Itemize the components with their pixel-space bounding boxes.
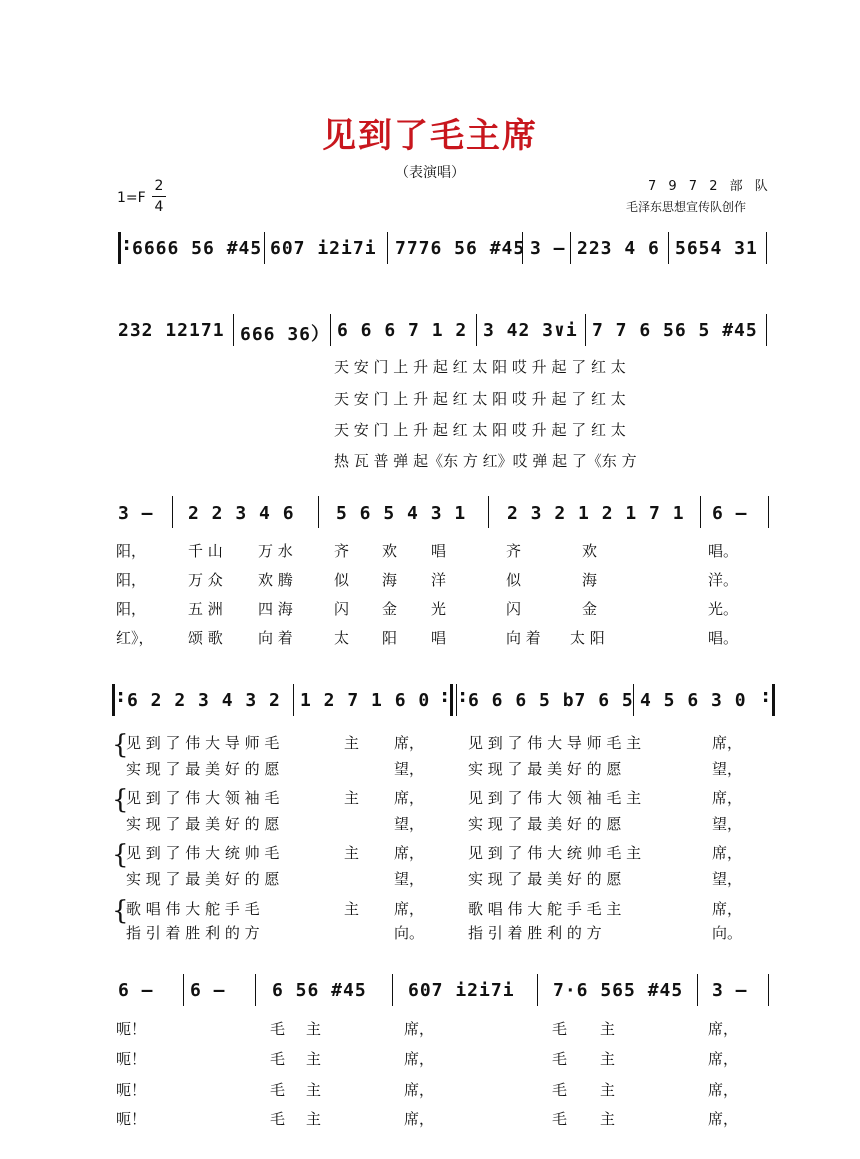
barline <box>293 684 294 716</box>
lyric: 呃！ <box>116 1050 147 1068</box>
lyric: 金 <box>582 600 598 618</box>
lyric: 实 现 了 最 美 好 的 愿 <box>126 815 280 833</box>
lyric: 似 <box>506 571 522 589</box>
lyric: 毛 <box>552 1050 568 1068</box>
repeat-end: : <box>441 686 449 707</box>
notes-segment: 6 – <box>190 980 226 1001</box>
barline <box>766 232 767 264</box>
lyric: 主 <box>600 1020 616 1038</box>
meter-top: 2 <box>152 176 166 197</box>
lyric: 主 <box>344 789 360 807</box>
barline <box>330 314 331 346</box>
lyric: 席， <box>404 1110 435 1128</box>
barline <box>183 974 184 1006</box>
lyric-verse-2: 天 安 门 上 升 起 红 太 阳 哎 升 起 了 红 太 <box>334 390 626 408</box>
repeat-start: : <box>459 686 467 707</box>
lyric: 席， <box>708 1050 739 1068</box>
lyric: 席， <box>394 900 425 918</box>
lyric: 欢 腾 <box>258 571 293 589</box>
lyric: 金 <box>382 600 398 618</box>
lyric: 席， <box>404 1081 435 1099</box>
lyric: 见 到 了 伟 大 导 师 毛 <box>126 734 280 752</box>
lyric: 毛 <box>270 1020 286 1038</box>
lyric-verse-4: 热 瓦 普 弹 起《东 方 红》哎 弹 起 了《东 方 <box>334 452 637 470</box>
notes-segment: 6 – <box>712 503 748 524</box>
lyric: 实 现 了 最 美 好 的 愿 <box>468 815 622 833</box>
notes-segment: 7 7 6 56 5 #45 <box>592 320 758 341</box>
lyric: 主 <box>600 1110 616 1128</box>
barline <box>118 232 121 264</box>
lyric: 太 阳 <box>570 629 605 647</box>
lyric: 席， <box>708 1081 739 1099</box>
barline <box>570 232 571 264</box>
credit-team: 毛泽东思想宣传队创作 <box>626 200 747 214</box>
barline <box>233 314 234 346</box>
lyric-verse-1: 天 安 门 上 升 起 红 太 阳 哎 升 起 了 红 太 <box>334 358 626 376</box>
barline <box>766 314 767 346</box>
lyric: 向 着 <box>506 629 541 647</box>
lyric: 唱。 <box>708 542 739 560</box>
lyric: 实 现 了 最 美 好 的 愿 <box>126 760 280 778</box>
lyric: 歌 唱 伟 大 舵 手 毛 主 <box>468 900 622 918</box>
lyric: 毛 <box>270 1081 286 1099</box>
lyric: 见 到 了 伟 大 统 帅 毛 主 <box>468 844 642 862</box>
lyric: 欢 <box>382 542 398 560</box>
barline <box>488 496 489 528</box>
lyric: 五 洲 <box>188 600 223 618</box>
lyric: 主 <box>600 1081 616 1099</box>
lyric: 似 <box>334 571 350 589</box>
lyric: 主 <box>306 1110 322 1128</box>
lyric: 望， <box>394 760 425 778</box>
lyric: 主 <box>344 900 360 918</box>
lyric: 向。 <box>394 924 425 942</box>
barline <box>318 496 319 528</box>
lyric: 望， <box>712 870 743 888</box>
notes-segment: 3 – <box>530 238 566 259</box>
lyric: 毛 <box>270 1110 286 1128</box>
lyric: 望， <box>712 815 743 833</box>
notes-segment: 2 2 3 4 6 <box>188 503 295 524</box>
lyric: 席， <box>394 844 425 862</box>
barline <box>255 974 256 1006</box>
lyric: 唱。 <box>708 629 739 647</box>
notes-segment: 6 56 #45 <box>272 980 367 1001</box>
notes-segment: 1 2 7 1 6 0 <box>300 690 431 711</box>
barline <box>768 496 769 528</box>
lyric: 千 山 <box>188 542 223 560</box>
lyric: 齐 <box>334 542 350 560</box>
lyric: 席， <box>712 734 743 752</box>
lyric: 席， <box>712 844 743 862</box>
barline <box>668 232 669 264</box>
lyric: 望， <box>712 760 743 778</box>
lyric: 席， <box>394 789 425 807</box>
lyric: 见 到 了 伟 大 导 师 毛 主 <box>468 734 642 752</box>
lyric: 光。 <box>708 600 739 618</box>
lyric: 唱 <box>431 542 447 560</box>
lyric: 太 <box>334 629 350 647</box>
notes-segment: 5 6 5 4 3 1 <box>336 503 467 524</box>
lyric: 主 <box>306 1020 322 1038</box>
lyric: 主 <box>344 844 360 862</box>
lyric: 四 海 <box>258 600 293 618</box>
notes-segment: 232 12171 <box>118 320 225 341</box>
lyric: 席， <box>712 900 743 918</box>
lyric: 实 现 了 最 美 好 的 愿 <box>468 870 622 888</box>
lyric: 毛 <box>270 1050 286 1068</box>
lyric: 指 引 着 胜 利 的 方 <box>126 924 260 942</box>
barline <box>387 232 388 264</box>
verse-brace: { <box>112 730 129 760</box>
lyric: 闪 <box>506 600 522 618</box>
lyric: 望， <box>394 870 425 888</box>
lyric: 呃！ <box>116 1110 147 1128</box>
lyric: 实 现 了 最 美 好 的 愿 <box>126 870 280 888</box>
meter-bottom: 4 <box>154 199 164 215</box>
lyric: 红》， <box>116 629 154 647</box>
verse-brace: { <box>112 840 129 870</box>
lyric: 见 到 了 伟 大 统 帅 毛 <box>126 844 280 862</box>
lyric: 望， <box>394 815 425 833</box>
notes-segment: 666 36） <box>240 324 331 345</box>
lyric: 毛 <box>552 1110 568 1128</box>
barline <box>633 684 634 716</box>
lyric: 毛 <box>552 1020 568 1038</box>
barline <box>585 314 586 346</box>
notes-segment: 6 6 6 5 b7 6 5 <box>468 690 634 711</box>
notes-segment: 223 4 6 <box>577 238 660 259</box>
lyric: 席， <box>394 734 425 752</box>
notes-segment: 6 6 6 7 1 2 <box>337 320 468 341</box>
notes-segment: 6666 56 #45 <box>132 238 263 259</box>
barline <box>172 496 173 528</box>
lyric: 万 众 <box>188 571 223 589</box>
lyric: 海 <box>582 571 598 589</box>
lyric-verse-3: 天 安 门 上 升 起 红 太 阳 哎 升 起 了 红 太 <box>334 421 626 439</box>
lyric: 唱 <box>431 629 447 647</box>
lyric: 向 着 <box>258 629 293 647</box>
lyric: 主 <box>344 734 360 752</box>
verse-brace: { <box>112 896 129 926</box>
repeat-end: : <box>762 686 770 707</box>
lyric: 呃！ <box>116 1081 147 1099</box>
barline <box>772 684 775 716</box>
notes-segment: 607 i2i7i <box>408 980 515 1001</box>
lyric: 实 现 了 最 美 好 的 愿 <box>468 760 622 778</box>
lyric: 万 水 <box>258 542 293 560</box>
barline <box>392 974 393 1006</box>
lyric: 见 到 了 伟 大 领 袖 毛 主 <box>468 789 642 807</box>
lyric: 席， <box>712 789 743 807</box>
lyric: 席， <box>708 1110 739 1128</box>
barline <box>522 232 523 264</box>
notes-segment: 4 5 6 3 0 <box>640 690 747 711</box>
barline <box>476 314 477 346</box>
lyric: 歌 唱 伟 大 舵 手 毛 <box>126 900 260 918</box>
barline <box>697 974 698 1006</box>
lyric: 向。 <box>712 924 743 942</box>
lyric: 毛 <box>552 1081 568 1099</box>
lyric: 阳 <box>382 629 398 647</box>
lyric: 阳， <box>116 571 147 589</box>
barline <box>450 684 453 716</box>
lyric: 洋。 <box>708 571 739 589</box>
lyric: 主 <box>600 1050 616 1068</box>
lyric: 欢 <box>582 542 598 560</box>
lyric: 席， <box>708 1020 739 1038</box>
lyric: 闪 <box>334 600 350 618</box>
credit-unit: 7 9 7 2 部 队 <box>648 179 772 194</box>
notes-segment: 6 – <box>118 980 154 1001</box>
barline <box>456 684 457 716</box>
lyric: 海 <box>382 571 398 589</box>
lyric: 齐 <box>506 542 522 560</box>
lyric: 阳， <box>116 542 147 560</box>
notes-segment: 6 2 2 3 4 3 2 <box>127 690 281 711</box>
key-signature: 1=F <box>117 190 146 206</box>
barline <box>264 232 265 264</box>
notes-segment: 3 42 3∨i <box>483 320 578 341</box>
notes-segment: 2 3 2 1 2 1 7 1 <box>507 503 685 524</box>
barline <box>112 684 115 716</box>
lyric: 指 引 着 胜 利 的 方 <box>468 924 602 942</box>
lyric: 洋 <box>431 571 447 589</box>
repeat-start: : <box>123 234 131 255</box>
song-title: 见到了毛主席 <box>322 116 538 156</box>
notes-segment: 3 – <box>118 503 154 524</box>
verse-brace: { <box>112 785 129 815</box>
notes-segment: 5654 31 <box>675 238 758 259</box>
performance-type: （表演唱） <box>395 165 465 181</box>
time-signature <box>152 176 166 217</box>
barline <box>768 974 769 1006</box>
lyric: 光 <box>431 600 447 618</box>
notes-segment: 3 – <box>712 980 748 1001</box>
lyric: 主 <box>306 1081 322 1099</box>
lyric: 呃！ <box>116 1020 147 1038</box>
notes-segment: 607 i2i7i <box>270 238 377 259</box>
lyric: 席， <box>404 1020 435 1038</box>
barline <box>537 974 538 1006</box>
lyric: 席， <box>404 1050 435 1068</box>
barline <box>700 496 701 528</box>
lyric: 见 到 了 伟 大 领 袖 毛 <box>126 789 280 807</box>
repeat-start: : <box>117 686 125 707</box>
lyric: 颂 歌 <box>188 629 223 647</box>
lyric: 阳， <box>116 600 147 618</box>
notes-segment: 7776 56 #45 <box>395 238 526 259</box>
notes-segment: 7·6 565 #45 <box>553 980 684 1001</box>
lyric: 主 <box>306 1050 322 1068</box>
